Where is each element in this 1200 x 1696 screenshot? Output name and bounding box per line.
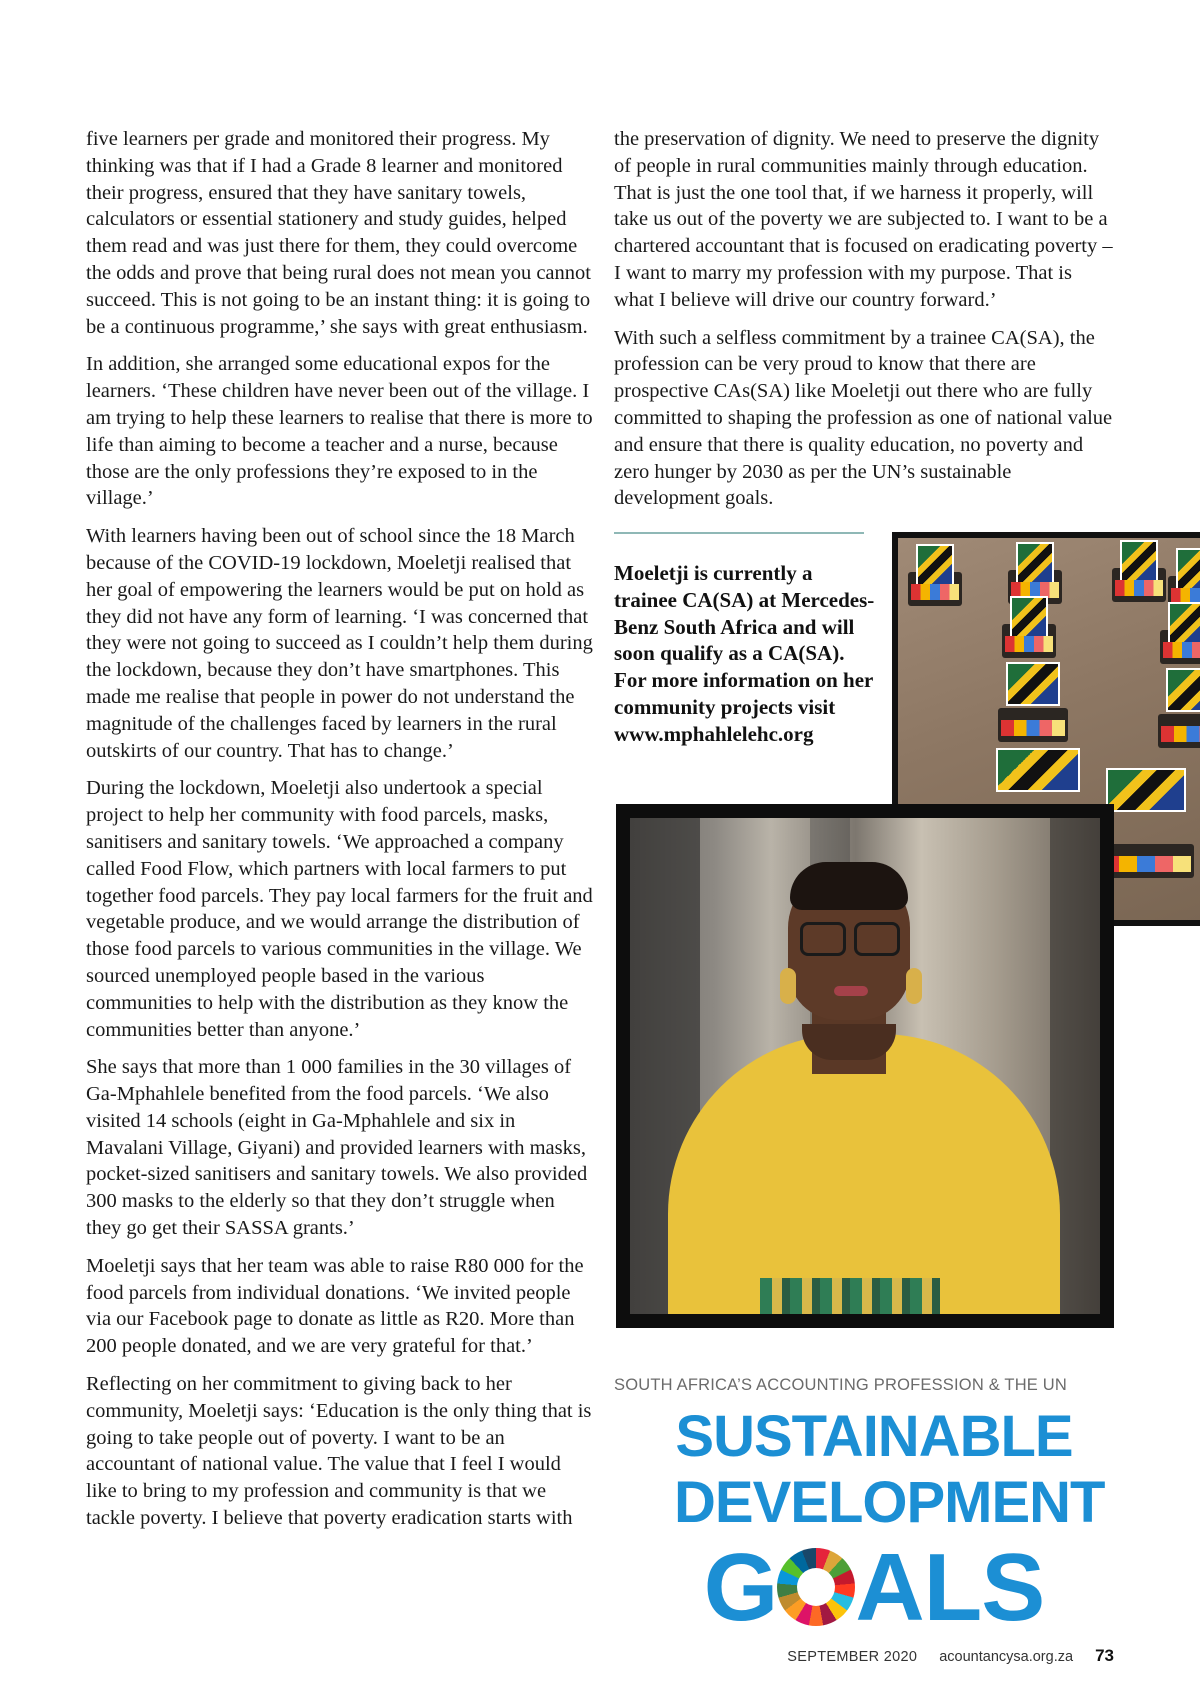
page-footer (787, 1646, 1114, 1666)
paragraph: the preservation of dignity. We need to preserve the dignity of people in rural communities mainly through education. That is just the one tool that, if we harness it properly, will take us out of the poverty we are subjected to. I want to be a chartered accountant that is focused on eradicating poverty – I want to marry my profession with my purpose. That is what I believe will drive our country forward.’ (614, 128, 1113, 311)
issue-date: SEPTEMBER 2020 (787, 1649, 918, 1665)
author-callout: Moeletji is currently a trainee CA(SA) at Mercedes-Benz South Africa and will soon qualify as a CA(SA). For more information on her community projects visit www.mphahlelehc.org (614, 561, 875, 746)
paragraph: five learners per grade and monitored their progress. My thinking was that if I had a Grade 8 learner and monitored their progress, ensured that they have sanitary towels, calculators or essential stationery and study guides, helped them read and was just there for them, they could overcome the odds and prove that being rural does not mean you cannot succeed. This is not going to be an instant thing: it is going to be a continuous programme,’ she says with great enthusiasm. (86, 128, 591, 338)
section-divider (614, 532, 864, 534)
paragraph: In addition, she arranged some educational expos for the learners. ‘These children have never been out of the village. I am trying to help these learners to realise that there is more to life than aiming to become a teacher and a nurse, because those are the only professions they’re exposed to in the village.’ (86, 353, 593, 510)
paragraph: With such a selfless commitment by a trainee CA(SA), the profession can be very proud to know that there are prospective CAs(SA) like Moeletji out there who are fully committed to shaping the profession as one of national value and ensure that there is quality education, no poverty and zero hunger by 2030 as per the UN’s sustainable development goals. (614, 326, 1113, 510)
sdg-goals-rest: ALS (855, 1534, 1045, 1641)
paragraph: Reflecting on her commitment to giving back to her community, Moeletji says: ‘Education is the only thing that is going to take people out of poverty. I want to be an accountant of national value. The value that I feel I would like to bring to my profession and community is that we tackle poverty. I believe that poverty eradication starts with (86, 1373, 592, 1530)
paragraph: She says that more than 1 000 families in the 30 villages of Ga-Mphahlele benefited from the food parcels. ‘We also visited 14 schools (eight in Ga-Mphahlele and six in Mavalani Village, Giyani) and provided learners with masks, pocket-sized sanitisers and sanitary towels. We also provided 300 masks to the elderly so that they don’t struggle when they go get their SASSA grants.’ (86, 1056, 588, 1240)
website-link[interactable]: acountancysa.org.za (939, 1649, 1074, 1665)
sdg-wheel-icon (777, 1548, 855, 1626)
sdg-goals-g: G (703, 1534, 778, 1641)
left-article-column (86, 126, 594, 1543)
right-article-column (614, 126, 1114, 523)
paragraph: Moeletji says that her team was able to raise R80 000 for the food parcels from individual donations. ‘We invited people via our Facebook page to donate as little as R20. More than 200 people donated, and we are very grateful for that.’ (86, 1254, 584, 1358)
page-number: 73 (1095, 1646, 1114, 1665)
sdg-title-goals (674, 1536, 1074, 1640)
sdg-title-line-2: DEVELOPMENT (674, 1470, 1105, 1535)
sdg-logo (674, 1404, 1105, 1641)
paragraph: During the lockdown, Moeletji also undertook a special project to help her community with food parcels, masks, sanitisers and sanitary towels. ‘We approached a company called Food Flow, which partners with local farmers to put together food parcels. They pay local farmers for the fruit and vegetable produce, and we would arrange the distribution of those food parcels to various communities in the village. We sourced unemployed people based in the various communities to help with the distribution as they know the communities better than anyone.’ (86, 777, 593, 1041)
sdg-title-line-1: SUSTAINABLE (675, 1404, 1073, 1469)
portrait-photo (616, 804, 1114, 1328)
paragraph: With learners having been out of school since the 18 March because of the COVID-19 lockdown, Moeletji realised that her goal of empowering the learners would be put on hold as they did not have any form of learning. ‘I was concerned that they were not going to succeed as I couldn’t help them during the lockdown, because they don’t have smartphones. This made me realise that people in power do not understand the magnitude of the challenges faced by learners in the rural outskirts of our country. That has to change.’ (86, 525, 593, 762)
sdg-kicker: SOUTH AFRICA’S ACCOUNTING PROFESSION & THE UN (614, 1376, 1068, 1394)
